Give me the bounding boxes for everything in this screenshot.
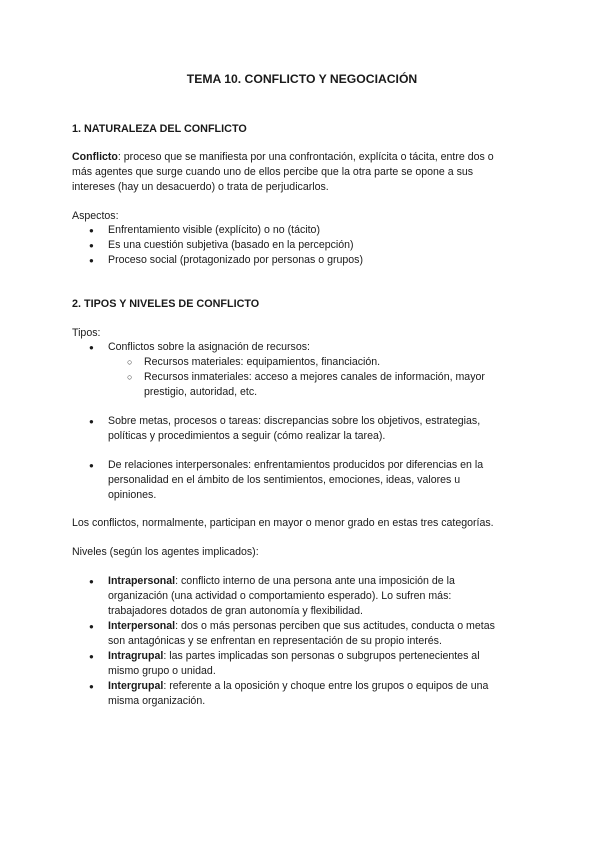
types-list-2 <box>72 414 532 444</box>
list-item: ● Conflictos sobre la asignación de recursos: <box>72 340 532 355</box>
aspects-label: Aspectos: <box>72 210 119 222</box>
list-item: ● Intrapersonal: conflicto interno de una persona ante una imposición de la organización (una actividad o comportamiento esperado). Lo sufren más: trabajadores dotados de gran autonomía y flexibilidad. <box>72 574 532 619</box>
list-item: ● De relaciones interpersonales: enfrentamientos producidos por diferencias en la personalidad en el ámbito de los sentimientos, emociones, ideas, valores u opiniones. <box>72 458 532 503</box>
list-item: ● Intragrupal: las partes implicadas son personas o subgrupos pertenecientes al mismo grupo o unidad. <box>72 649 532 679</box>
types-list-3 <box>72 458 532 503</box>
types-list <box>72 340 532 355</box>
list-item: ○ Recursos materiales: equipamientos, financiación. <box>72 355 532 370</box>
level-term: Intergrupal <box>108 680 164 692</box>
categories-summary: Los conflictos, normalmente, participan en mayor o menor grado en estas tres categorías. <box>72 517 494 529</box>
conflict-definition: Conflicto: proceso que se manifiesta por una confrontación, explícita o tácita, entre dos o más agentes que surge cuando uno de ellos percibe que la otra parte se opone a sus intereses (hay un desacuerdo) o trata de perjudicarlos. <box>72 151 494 193</box>
list-item: ○ Recursos inmateriales: acceso a mejores canales de información, mayor prestigio, autoridad, etc. <box>72 370 532 400</box>
levels-label: Niveles (según los agentes implicados): <box>72 546 259 558</box>
level-term: Intragrupal <box>108 650 164 662</box>
level-term: Intrapersonal <box>108 575 176 587</box>
section2-heading: 2. TIPOS Y NIVELES DE CONFLICTO <box>72 298 260 310</box>
list-item: ● Sobre metas, procesos o tareas: discrepancias sobre los objetivos, estrategias, políticas y procedimientos a seguir (cómo realizar la tarea). <box>72 414 532 444</box>
level-term: Interpersonal <box>108 620 176 632</box>
levels-list <box>72 574 532 709</box>
aspects-list <box>72 223 532 268</box>
list-item: ● Interpersonal: dos o más personas perciben que sus actitudes, conducta o metas son antagónicas y se enfrentan en representación de su propio interés. <box>72 619 532 649</box>
document-title: TEMA 10. CONFLICTO Y NEGOCIACIÓN <box>186 72 418 86</box>
resources-sublist <box>72 355 532 400</box>
section1-heading: 1. NATURALEZA DEL CONFLICTO <box>72 123 247 135</box>
list-item: ● Es una cuestión subjetiva (basado en la percepción) <box>72 238 532 253</box>
definition-term: Conflicto <box>72 151 118 163</box>
list-item: ● Intergrupal: referente a la oposición y choque entre los grupos o equipos de una misma organización. <box>72 679 532 709</box>
types-label: Tipos: <box>72 327 101 339</box>
list-item: ● Enfrentamiento visible (explícito) o no (tácito) <box>72 223 532 238</box>
list-item: ● Proceso social (protagonizado por personas o grupos) <box>72 253 532 268</box>
